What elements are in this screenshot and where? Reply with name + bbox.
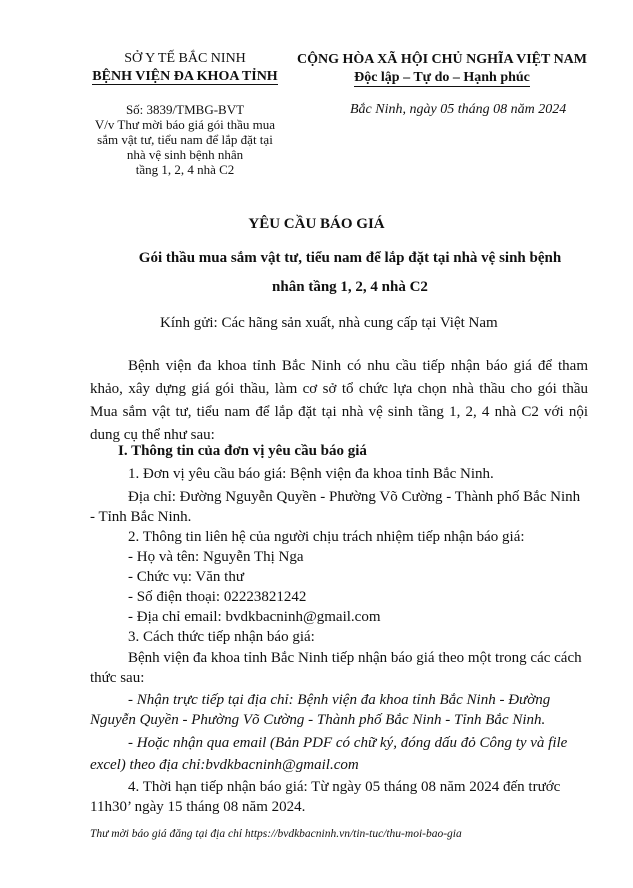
method-intro: Bệnh viện đa khoa tỉnh Bắc Ninh tiếp nhận báo giá theo một trong các cách [128, 650, 582, 666]
subject-line: nhà vệ sinh bệnh nhân [126, 147, 244, 162]
direct-delivery: Nguyễn Quyền - Phường Võ Cường - Thành phố Bắc Ninh - Tỉnh Bắc Ninh. [90, 712, 546, 728]
contact-email: - Địa chỉ email: bvdkbacninh@gmail.com [128, 609, 381, 625]
republic-name: CỘNG HÒA XÃ HỘI CHỦ NGHĨA VIỆT NAM [296, 52, 587, 67]
reference-number: Số: 3839/TMBG-BVT [125, 102, 245, 117]
email-delivery: excel) theo địa chỉ:bvdkbacninh@gmail.com [90, 757, 359, 773]
issuer-block [75, 50, 295, 86]
intro-paragraph: Bệnh viện đa khoa tỉnh Bắc Ninh có nhu cầu tiếp nhận báo giá để tham khảo, xây dựng giá gói thầu, làm cơ sở tổ chức lựa chọn nhà thầu cho gói thầu Mua sắm vật tư, tiểu nam để lắp đặt tại nhà vệ sinh tầng 1, 2, 4 nhà C2 với nội dung cụ thể như sau: [90, 358, 588, 443]
contact-phone: - Số điện thoại: 02223821242 [128, 589, 307, 605]
subject-line: sắm vật tư, tiểu nam để lắp đặt tại [97, 132, 273, 147]
document-subtitle [110, 244, 590, 302]
address-line: Địa chỉ: Đường Nguyễn Quyền - Phường Võ Cường - Thành phố Bắc Ninh [128, 489, 581, 505]
item-4-deadline: 4. Thời hạn tiếp nhận báo giá: Từ ngày 05 tháng 08 năm 2024 đến trước [128, 779, 561, 795]
address-line: - Tỉnh Bắc Ninh. [90, 509, 192, 525]
national-header [292, 51, 592, 87]
section-heading: I. Thông tin của đơn vị yêu cầu báo giá [118, 443, 367, 459]
subject-line: V/v Thư mời báo giá gói thầu mua [94, 117, 276, 132]
footer-note: Thư mời báo giá đăng tại địa chỉ https://bvdkbacninh.vn/tin-tuc/thu-moi-bao-gia [90, 828, 462, 840]
department-name: SỞ Y TẾ BẮC NINH [124, 51, 246, 66]
contact-name: - Họ và tên: Nguyễn Thị Nga [128, 549, 304, 565]
reference-block [75, 102, 295, 177]
recipient-line: Kính gửi: Các hãng sản xuất, nhà cung cấp tại Việt Nam [160, 315, 498, 331]
subtitle-line: Gói thầu mua sắm vật tư, tiểu nam để lắp đặt tại nhà vệ sinh bệnh [138, 250, 562, 266]
item-1-requesting-unit: 1. Đơn vị yêu cầu báo giá: Bệnh viện đa khoa tỉnh Bắc Ninh. [128, 466, 494, 482]
direct-delivery: - Nhận trực tiếp tại địa chỉ: Bệnh viện đa khoa tỉnh Bắc Ninh - Đường [128, 692, 551, 708]
national-motto: Độc lập – Tự do – Hạnh phúc [354, 70, 530, 85]
document-title: YÊU CẦU BÁO GIÁ [248, 216, 385, 232]
email-delivery: - Hoặc nhận qua email (Bản PDF có chữ ký, đóng dấu đỏ Công ty và file [128, 735, 568, 751]
item-3-receiving-method: 3. Cách thức tiếp nhận báo giá: [128, 629, 315, 645]
place-date: Bắc Ninh, ngày 05 tháng 08 năm 2024 [350, 102, 567, 117]
subject-line: tầng 1, 2, 4 nhà C2 [135, 162, 235, 177]
item-4-deadline: 11h30’ ngày 15 tháng 08 năm 2024. [90, 799, 306, 815]
method-intro: thức sau: [90, 670, 145, 686]
contact-position: - Chức vụ: Văn thư [128, 569, 244, 585]
item-2-contact-info: 2. Thông tin liên hệ của người chịu trách nhiệm tiếp nhận báo giá: [128, 529, 525, 545]
subtitle-line: nhân tầng 1, 2, 4 nhà C2 [272, 279, 428, 295]
hospital-name: BỆNH VIỆN ĐA KHOA TỈNH [92, 69, 278, 84]
